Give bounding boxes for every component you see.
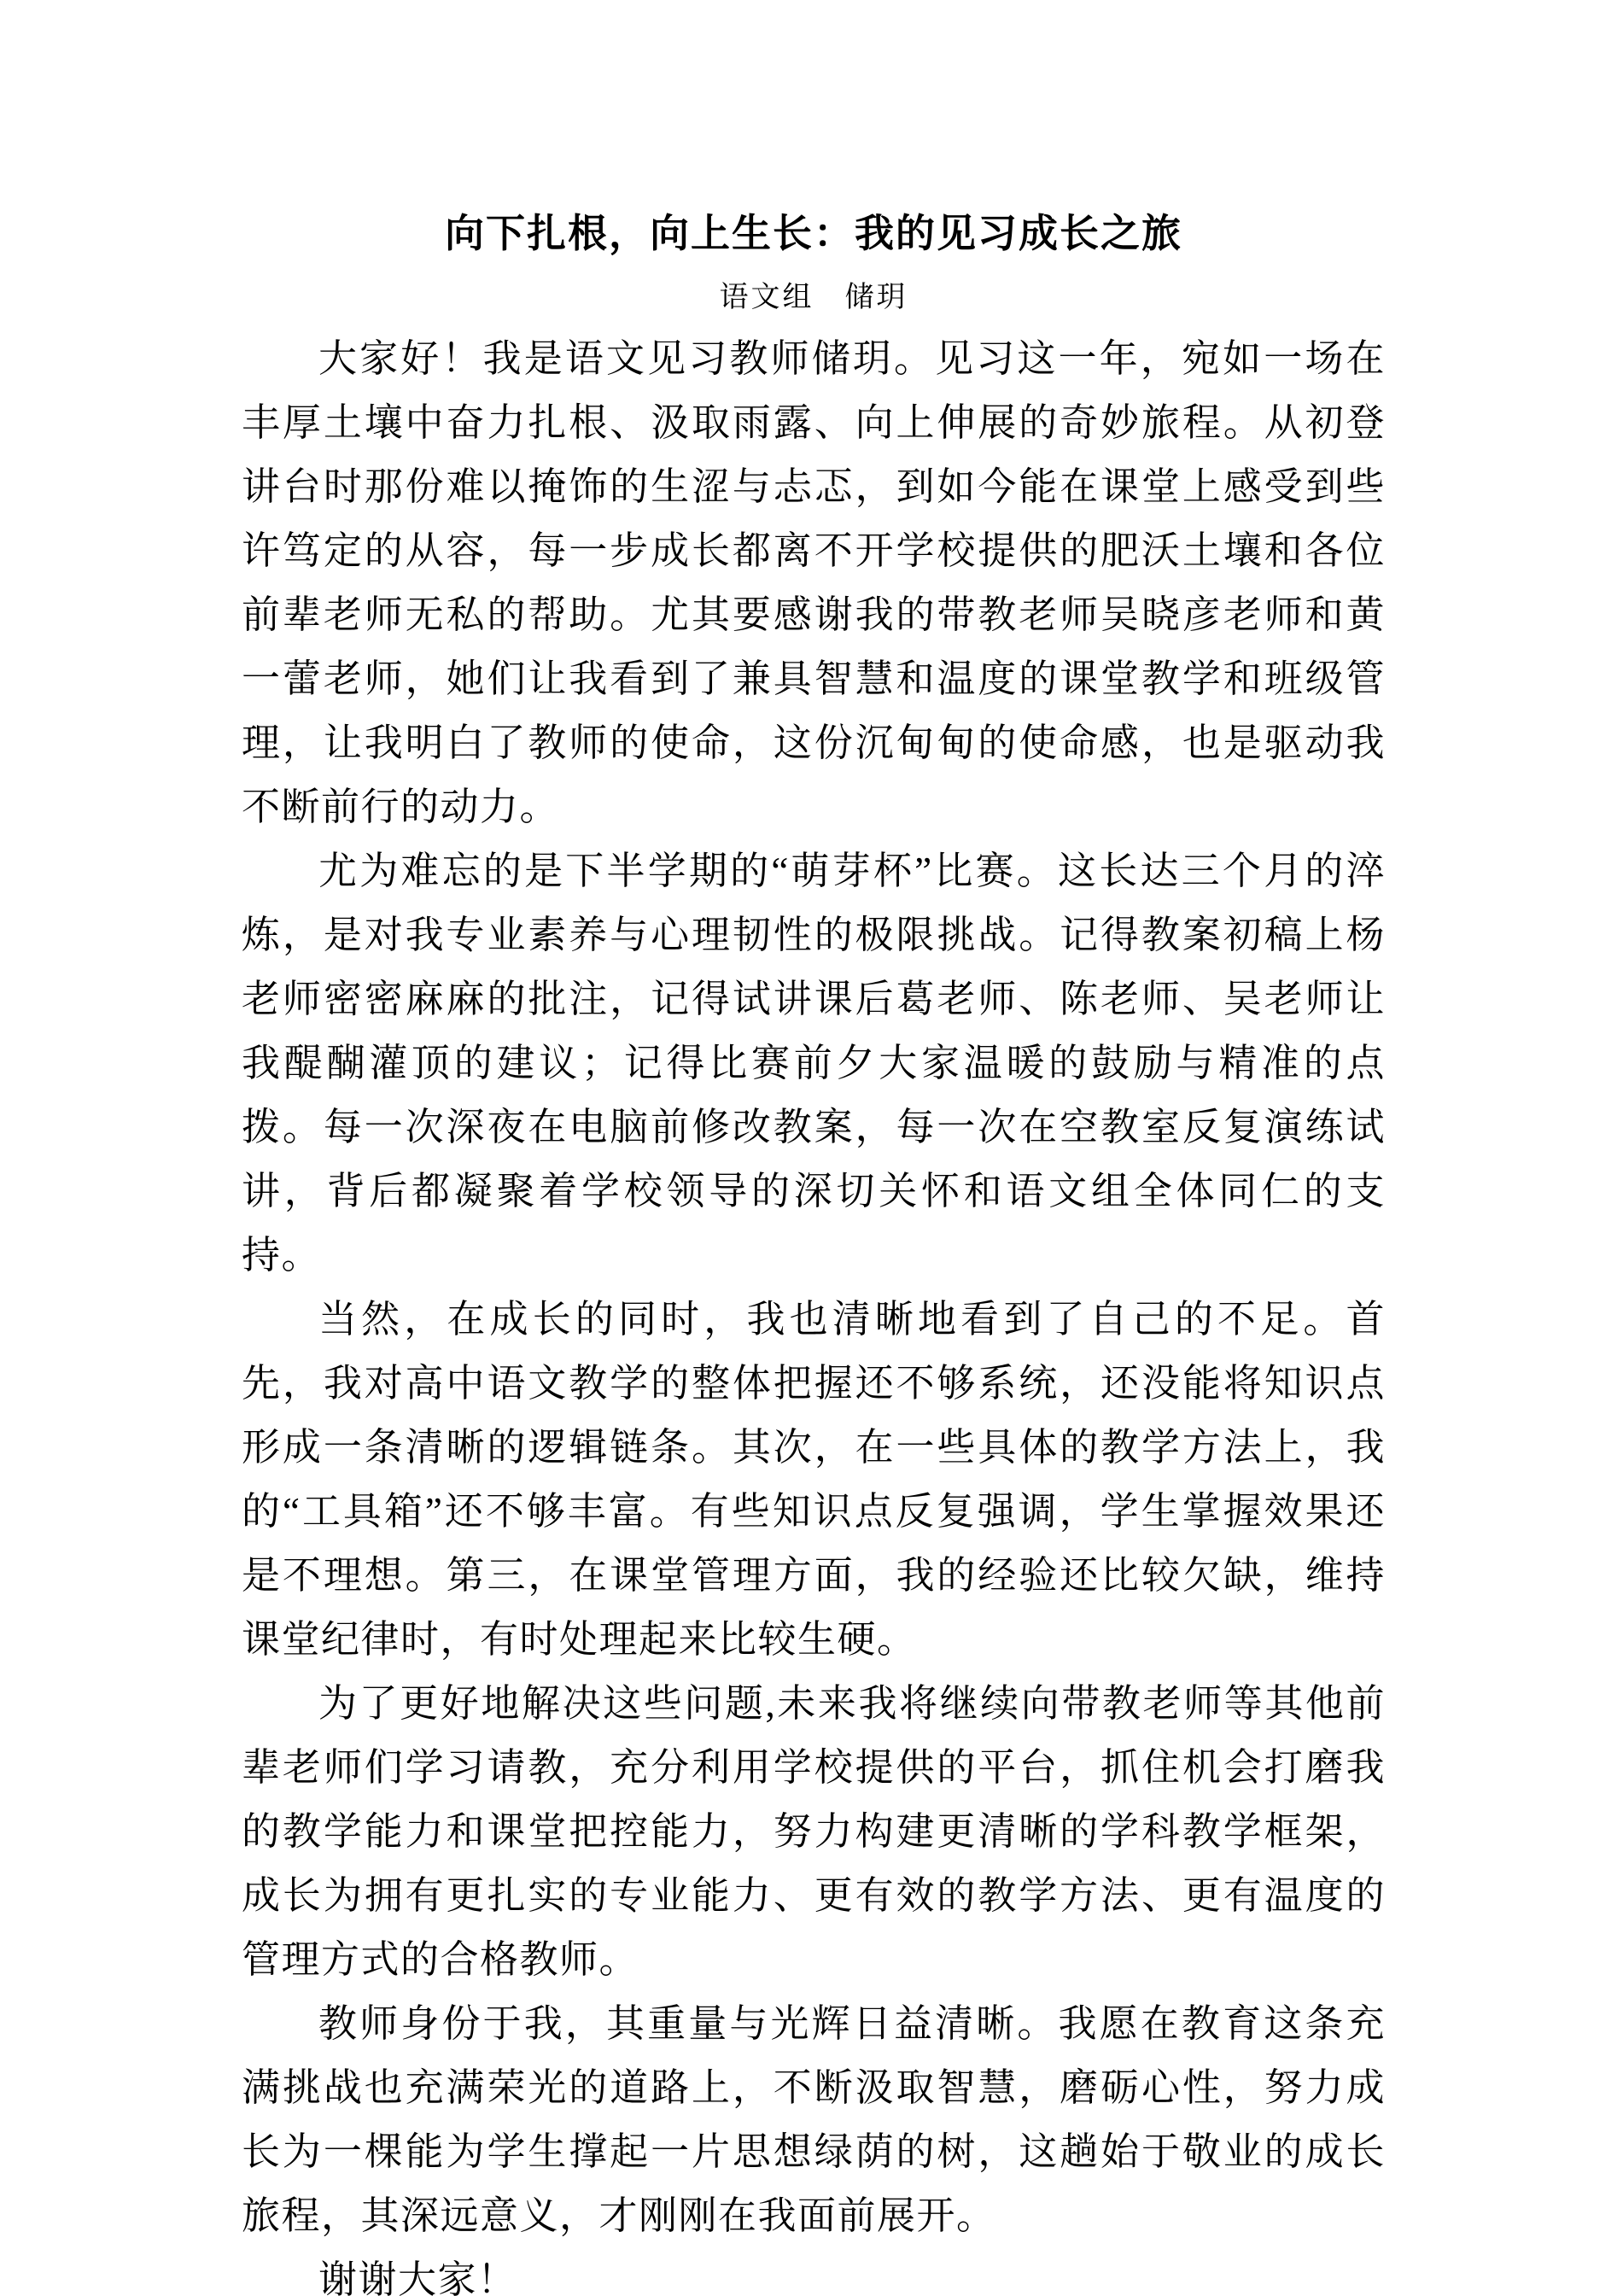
paragraph-thanks: 谢谢大家！ [318, 2258, 517, 2296]
paragraph-competition: 尤为难忘的是下半学期的“萌芽杯”比赛。这长达三个月的淬炼，是对我专业素养与心理韧性的极限挑战。记得教案初稿上杨老师密密麻麻的批注，记得试讲课后葛老师、陈老师、吴老师让我醍醐灌顶的建议；记得比赛前夕大家温暖的鼓励与精准的点拨。每一次深夜在电脑前修改教案，每一次在空教室反复演练试讲，背后都凝聚着学校领导的深切关怀和语文组全体同仁的支持。 [242, 849, 1386, 1277]
document-title: 向下扎根，向上生长：我的见习成长之旅 [445, 212, 1182, 255]
paragraph-plans: 为了更好地解决这些问题,未来我将继续向带教老师等其他前辈老师们学习请教，充分利用学校提供的平台，抓住机会打磨我的教学能力和课堂把控能力，努力构建更清晰的学科教学框架，成长为拥有更扎实的专业能力、更有效的教学方法、更有温度的管理方式的合格教师。 [242, 1681, 1386, 1981]
paragraph-outlook: 教师身份于我，其重量与光辉日益清晰。我愿在教育这条充满挑战也充满荣光的道路上，不断汲取智慧，磨砺心性，努力成长为一棵能为学生撑起一片思想绿荫的树，这趟始于敬业的成长旅程，其深远意义，才刚刚在我面前展开。 [242, 2001, 1386, 2237]
paragraph-intro: 大家好！我是语文见习教师储玥。见习这一年，宛如一场在丰厚土壤中奋力扎根、汲取雨露、向上伸展的奇妙旅程。从初登讲台时那份难以掩饰的生涩与忐忑，到如今能在课堂上感受到些许笃定的从容，每一步成长都离不开学校提供的肥沃土壤和各位前辈老师无私的帮助。尤其要感谢我的带教老师吴晓彦老师和黄一蕾老师，她们让我看到了兼具智慧和温度的课堂教学和班级管理，让我明白了教师的使命，这份沉甸甸的使命感，也是驱动我不断前行的动力。 [242, 336, 1386, 828]
byline [242, 279, 1386, 317]
byline-group: 语文组 [719, 281, 814, 313]
document-body [242, 327, 1386, 2296]
byline-author: 储玥 [844, 281, 908, 313]
paragraph-shortcomings: 当然，在成长的同时，我也清晰地看到了自己的不足。首先，我对高中语文教学的整体把握还不够系统，还没能将知识点形成一条清晰的逻辑链条。其次，在一些具体的教学方法上，我的“工具箱”还不够丰富。有些知识点反复强调，学生掌握效果还是不理想。第三，在课堂管理方面，我的经验还比较欠缺，维持课堂纪律时，有时处理起来比较生硬。 [242, 1297, 1386, 1661]
